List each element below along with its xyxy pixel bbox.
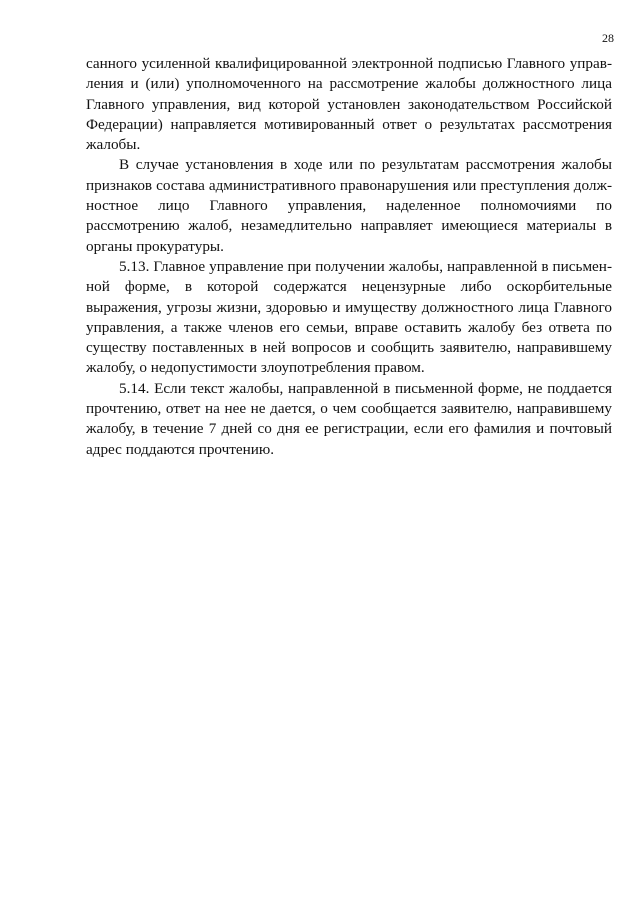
document-body [86,54,612,460]
page-number: 28 [602,31,614,45]
paragraph-continuation: санного усиленной квалифицированной электронной подписью Главного управления и (или) уполномоченного на рассмотрение жалобы должностного лица Главного управления, вид которой установлен законодательством Российской Федерации) направляется мотивированный ответ о результатах рассмотрения жалобы. [86,55,612,154]
paragraph-5-13: 5.13. Главное управление при получении жалобы, направленной в письменной форме, в которой содержатся нецензурные либо оскорбительные выражения, угрозы жизни, здоровью и имуществу должностного лица Главного управления, а также членов его семьи, вправе оставить жалобу без ответа по существу поставленных в ней вопросов и сообщить заявителю, направившему жалобу, о недопустимости злоупотребления правом. [86,257,612,377]
paragraph-5-14: 5.14. Если текст жалобы, направленной в письменной форме, не поддается прочтению, ответ на нее не дается, о чем сообщается заявителю, направившему жалобу, в течение 7 дней со дня ее регистрации, если его фамилия и почтовый адрес поддаются прочтению. [86,379,612,458]
paragraph-prosecutor-referral: В случае установления в ходе или по результатам рассмотрения жалобы признаков состава административного правонарушения или преступления должностное лицо Главного управления, наделенное полномочиями по рассмотрению жалоб, незамедлительно направляет имеющиеся материалы в органы прокуратуры. [86,156,612,255]
